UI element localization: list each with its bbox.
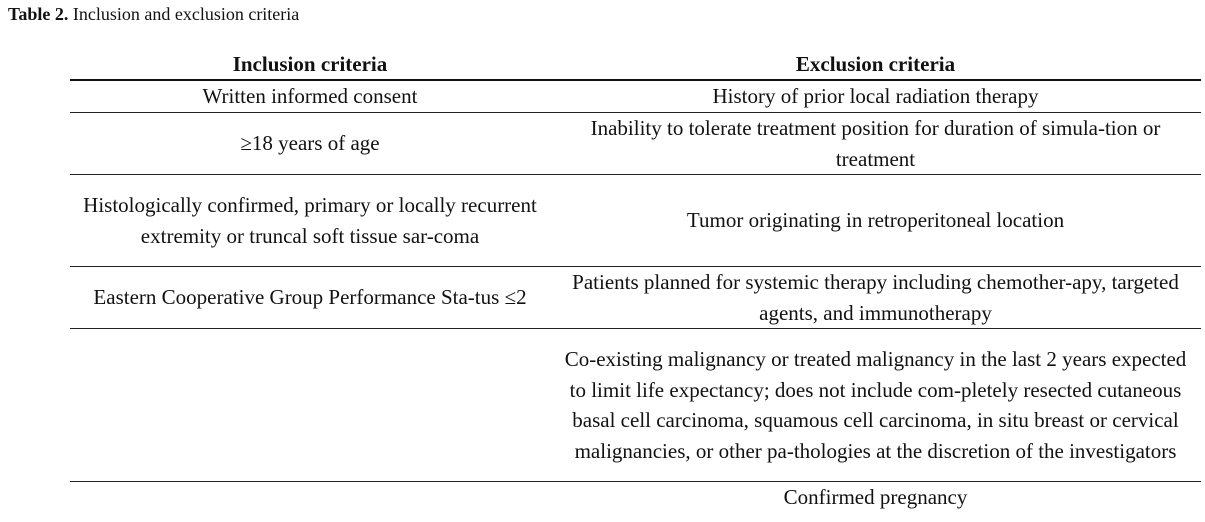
criteria-table xyxy=(70,50,1201,513)
table-row xyxy=(70,113,1201,175)
table-row xyxy=(70,175,1201,267)
inclusion-cell: Histologically confirmed, primary or locally recurrent extremity or truncal soft tissue sar-coma xyxy=(70,175,550,267)
table-row xyxy=(70,329,1201,482)
inclusion-header: Inclusion criteria xyxy=(70,50,550,80)
inclusion-cell: Eastern Cooperative Group Performance Sta-tus ≤2 xyxy=(70,267,550,329)
table-header-row xyxy=(70,50,1201,80)
exclusion-cell: Co-existing malignancy or treated malignancy in the last 2 years expected to limit life expectancy; does not include com-pletely resected cutaneous basal cell carcinoma, squamous cell carcinoma, in situ breast or cervical malignancies, or other pa-thologies at the discretion of the investigators xyxy=(550,329,1201,482)
exclusion-header: Exclusion criteria xyxy=(550,50,1201,80)
inclusion-cell: Written informed consent xyxy=(70,80,550,113)
table-caption-text: Inclusion and exclusion criteria xyxy=(72,4,300,24)
exclusion-cell: Confirmed pregnancy xyxy=(783,485,968,510)
table-caption xyxy=(8,3,299,25)
table-caption-label: Table 2. xyxy=(8,4,69,24)
table-row xyxy=(70,482,1201,514)
exclusion-cell: Patients planned for systemic therapy including chemother-apy, targeted agents, and immunotherapy xyxy=(550,267,1201,329)
inclusion-cell: ≥18 years of age xyxy=(70,113,550,175)
exclusion-cell: History of prior local radiation therapy xyxy=(550,80,1201,113)
exclusion-cell: Inability to tolerate treatment position for duration of simula-tion or treatment xyxy=(550,113,1201,175)
table-row xyxy=(70,80,1201,113)
inclusion-cell xyxy=(70,329,550,482)
table-row xyxy=(70,267,1201,329)
inclusion-cell xyxy=(70,482,550,514)
exclusion-cell: Tumor originating in retroperitoneal location xyxy=(550,175,1201,267)
